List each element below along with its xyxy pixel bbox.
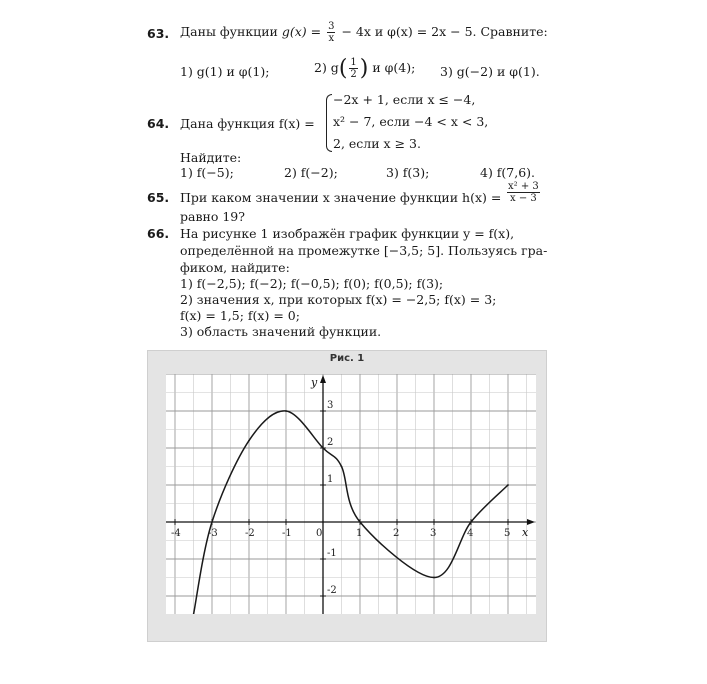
fraction-numerator: 3 <box>328 21 335 32</box>
x-tick-label: -3 <box>208 528 218 539</box>
y-tick-label: 1 <box>327 474 334 485</box>
problem-66-line-5: 2) значения x, при которых f(x) = −2,5; f(x) = 3; <box>180 292 497 307</box>
function-graph <box>166 374 536 614</box>
problem-64-case-1: −2x + 1, если x ≤ −4, <box>333 92 476 107</box>
y-tick-label: 3 <box>327 400 334 411</box>
problem-66-line-2: определённой на промежутке [−3,5; 5]. Пользуясь гра- <box>180 243 548 258</box>
problem-66-line-7: 3) область значений функции. <box>180 324 382 339</box>
problem-63-g-def: g(x) = <box>281 24 322 39</box>
fraction-numerator: 1 <box>350 57 357 68</box>
y-tick-label: -1 <box>327 548 337 559</box>
problem-64-case-2: x² − 7, если −4 < x < 3, <box>333 114 489 129</box>
item-2-suffix: и φ(4); <box>372 60 416 75</box>
problem-66-line-3: фиком, найдите: <box>180 260 290 275</box>
problem-66-line-1: На рисунке 1 изображён график функции y = f(x), <box>180 226 515 241</box>
fraction-numerator: x² + 3 <box>508 181 539 192</box>
curve-point <box>359 521 361 523</box>
cases-brace <box>326 94 332 152</box>
y-tick-label: -2 <box>327 585 337 596</box>
x-tick-label: -1 <box>282 528 292 539</box>
problem-63-g-fraction <box>327 21 335 44</box>
y-axis-label: y <box>311 376 318 389</box>
x-tick-label: 0 <box>316 528 323 539</box>
curve-point <box>285 410 287 412</box>
curve-point <box>322 447 324 449</box>
problem-64-case-3: 2, если x ≥ 3. <box>333 136 421 151</box>
problem-63-statement <box>180 21 548 44</box>
problem-64-item-1: 1) f(−5); <box>180 165 234 180</box>
problem-65-line-1: При каком значении x значение функции h(x) = <box>180 190 502 205</box>
problem-63-item-2: 2) g( $\frac{1}{2}$ ) и φ(4); <box>314 56 416 81</box>
x-tick-label: -2 <box>245 528 255 539</box>
x-tick-label: 1 <box>356 528 363 539</box>
problem-63-item-1: 1) g(1) и φ(1); <box>180 64 270 79</box>
figure-title: Рис. 1 <box>329 353 365 364</box>
x-tick-label: 4 <box>467 528 474 539</box>
problem-66-line-4: 1) f(−2,5); f(−2); f(−0,5); f(0); f(0,5); f(3); <box>180 276 444 291</box>
problem-64-item-4: 4) f(7,6). <box>480 165 536 180</box>
curve-point <box>507 484 509 486</box>
problem-63-intro: Даны функции <box>180 24 278 39</box>
curve-point <box>433 577 435 579</box>
problem-63-g-rest: − 4x и φ(x) = 2x − 5. Сравните: <box>341 24 548 39</box>
x-tick-label: -4 <box>171 528 181 539</box>
item-2-prefix: 2) g <box>314 60 339 75</box>
problem-66-line-6: f(x) = 1,5; f(x) = 0; <box>180 308 300 323</box>
problem-63-item-3: 3) g(−2) и φ(1). <box>440 64 540 79</box>
problem-64-item-3: 3) f(3); <box>386 165 430 180</box>
x-tick-label: 2 <box>393 528 400 539</box>
fraction-denominator: 2 <box>350 69 357 80</box>
item-2-fraction <box>349 57 357 80</box>
y-tick-label: 2 <box>327 437 334 448</box>
problem-65-line-2: равно 19? <box>180 209 245 224</box>
problem-65-fraction <box>507 181 540 204</box>
fraction-denominator: x <box>328 33 335 44</box>
problem-64-intro: Дана функция f(x) = <box>180 116 315 131</box>
problem-64-find: Найдите: <box>180 150 242 165</box>
fraction-denominator: x − 3 <box>510 193 537 204</box>
problem-64-item-2: 2) f(−2); <box>284 165 338 180</box>
problem-66-number: 66. <box>147 226 170 241</box>
x-axis-label: x <box>522 526 529 539</box>
problem-64-number: 64. <box>147 116 170 131</box>
curve-point <box>341 466 343 468</box>
problem-65-number: 65. <box>147 190 170 205</box>
curve-point <box>211 521 213 523</box>
curve-point <box>470 521 472 523</box>
x-tick-label: 5 <box>504 528 511 539</box>
curve-point <box>248 440 250 442</box>
x-tick-label: 3 <box>430 528 437 539</box>
problem-63-number: 63. <box>147 26 170 41</box>
